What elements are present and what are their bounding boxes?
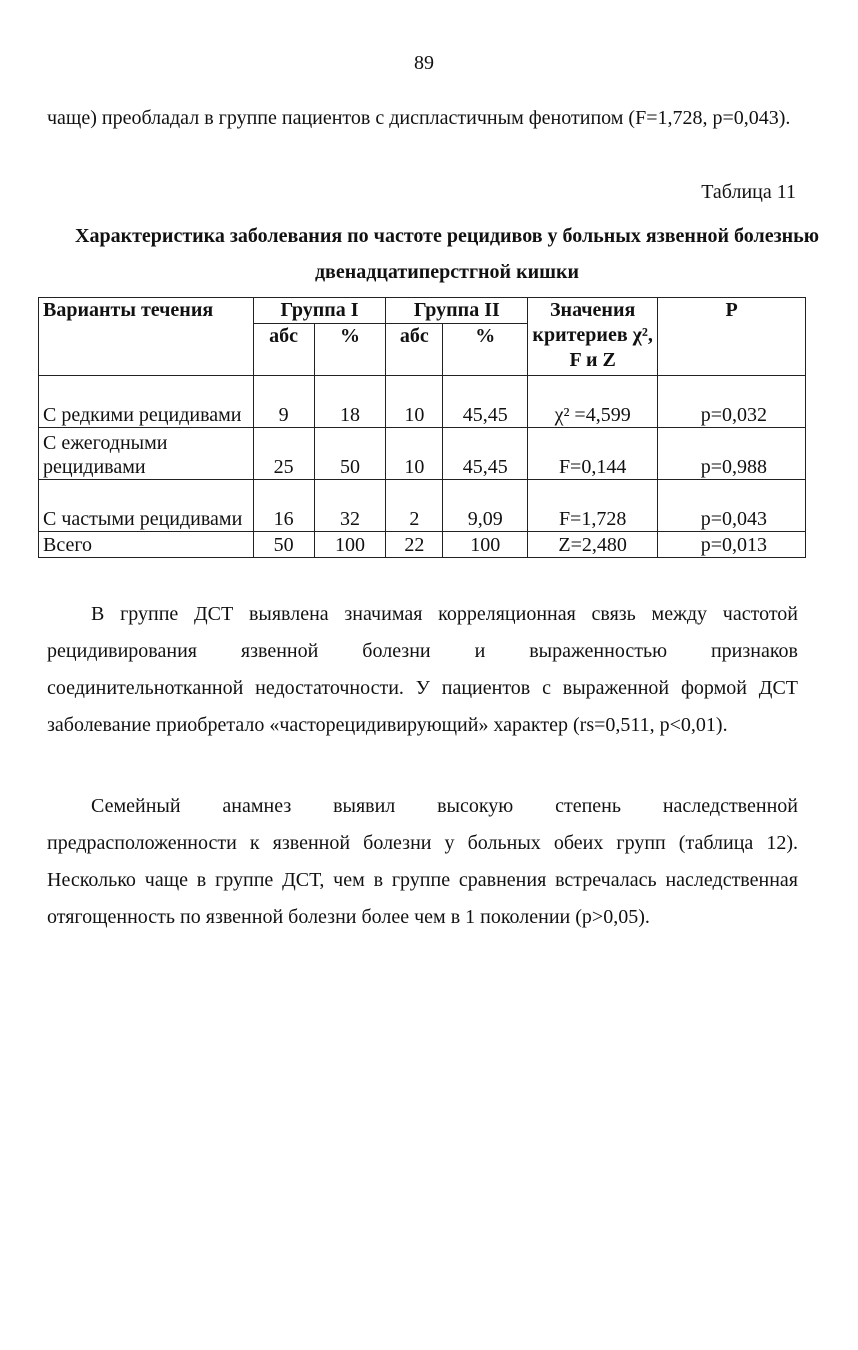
header-p: P <box>658 298 806 376</box>
table-row <box>39 480 806 532</box>
header-g1-abs: абс <box>253 324 314 376</box>
p-cell: p=0,043 <box>658 480 806 532</box>
g1-abs-cell: 16 <box>253 480 314 532</box>
g1-abs-cell: 25 <box>253 428 314 480</box>
recurrence-table <box>38 297 806 558</box>
g1-abs-cell: 50 <box>253 532 314 558</box>
g1-abs-cell: 9 <box>253 376 314 428</box>
p-cell: p=0,032 <box>658 376 806 428</box>
g1-pct-cell: 50 <box>314 428 386 480</box>
g2-abs-cell: 10 <box>386 376 443 428</box>
g2-abs-cell: 2 <box>386 480 443 532</box>
page-number: 89 <box>414 52 434 74</box>
row-name: С ежегодными рецидивами <box>39 428 254 480</box>
intro-paragraph: чаще) преобладал в группе пациентов с диспластичным фенотипом (F=1,728, p=0,043). <box>47 107 791 129</box>
g1-pct-cell: 32 <box>314 480 386 532</box>
g2-pct-cell: 100 <box>443 532 528 558</box>
body-paragraph-1: В группе ДСТ выявлена значимая корреляционная связь между частотой рецидивирования язвенной болезни и выраженностью признаков соединительнотканной недостаточности. У пациентов с выраженной формой ДСТ заболевание приобретало «часторецидивирующий» характер (rs=0,511, p<0,01). <box>47 603 798 736</box>
table-title: Характеристика заболевания по частоте рецидивов у больных язвенной болезнью двенадцатиперстгной кишки <box>75 225 819 283</box>
body-paragraph-2: Семейный анамнез выявил высокую степень наследственной предрасположенности к язвенной болезни у больных обеих групп (таблица 12). Несколько чаще в группе ДСТ, чем в группе сравнения встречалась наследственная отягощенность по язвенной болезни более чем в 1 поколении (p>0,05). <box>47 795 798 928</box>
g2-pct-cell: 45,45 <box>443 428 528 480</box>
criterion-cell: F=0,144 <box>528 428 658 480</box>
p-cell: p=0,988 <box>658 428 806 480</box>
table-label: Таблица 11 <box>701 181 796 203</box>
table-row <box>39 428 806 480</box>
criterion-cell: Z=2,480 <box>528 532 658 558</box>
header-group1: Группа I <box>253 298 386 324</box>
table-row <box>39 376 806 428</box>
header-group2: Группа II <box>386 298 528 324</box>
header-g2-pct: % <box>443 324 528 376</box>
g2-abs-cell: 10 <box>386 428 443 480</box>
g1-pct-cell: 18 <box>314 376 386 428</box>
criterion-cell: χ² =4,599 <box>528 376 658 428</box>
p-cell: p=0,013 <box>658 532 806 558</box>
g2-abs-cell: 22 <box>386 532 443 558</box>
row-name: С частыми рецидивами <box>39 480 254 532</box>
criterion-cell: F=1,728 <box>528 480 658 532</box>
table-row <box>39 532 806 558</box>
g2-pct-cell: 9,09 <box>443 480 528 532</box>
row-name: Всего <box>39 532 254 558</box>
header-g2-abs: абс <box>386 324 443 376</box>
g2-pct-cell: 45,45 <box>443 376 528 428</box>
header-variant: Варианты течения <box>39 298 254 376</box>
g1-pct-cell: 100 <box>314 532 386 558</box>
row-name: С редкими рецидивами <box>39 376 254 428</box>
header-criteria: Значения критериев χ², F и Z <box>528 298 658 376</box>
header-g1-pct: % <box>314 324 386 376</box>
